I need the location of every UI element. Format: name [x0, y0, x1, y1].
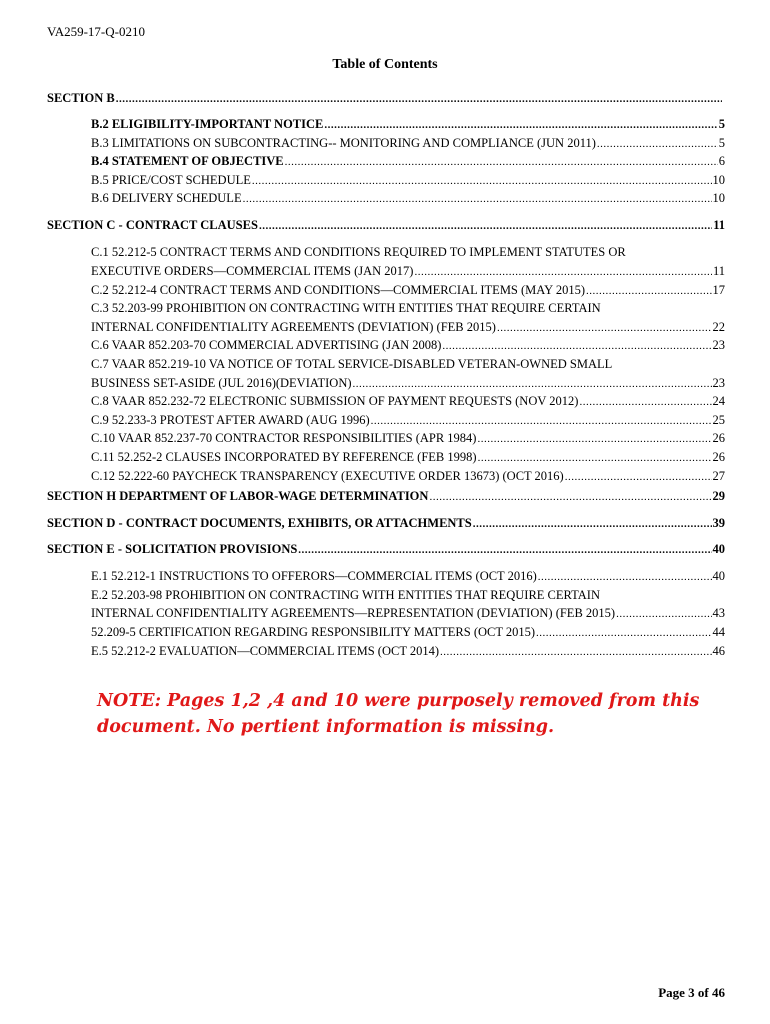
toc-label: C.12 52.222-60 PAYCHECK TRANSPARENCY (EXECUTIVE ORDER 13673) (OCT 2016) — [91, 469, 564, 483]
dot-leader — [429, 489, 711, 505]
toc-entry-c3[interactable] — [91, 319, 725, 336]
toc-entry-section-b[interactable] — [47, 90, 723, 107]
toc-entry-e2[interactable] — [91, 605, 725, 622]
dot-leader — [116, 91, 722, 107]
toc-page: 40 — [712, 542, 725, 556]
toc-entry-section-e[interactable] — [47, 541, 725, 558]
toc-label: 52.209-5 CERTIFICATION REGARDING RESPONSIBILITY MATTERS (OCT 2015) — [91, 625, 536, 639]
toc-label: B.4 STATEMENT OF OBJECTIVE — [91, 154, 284, 168]
toc-entry-b5[interactable] — [91, 172, 725, 189]
toc-label: INTERNAL CONFIDENTIALITY AGREEMENTS (DEVIATION) (FEB 2015) — [91, 320, 496, 334]
removed-pages-note — [97, 688, 699, 740]
dot-leader — [353, 376, 712, 392]
toc-label: SECTION H DEPARTMENT OF LABOR-WAGE DETERMINATION — [47, 489, 429, 503]
toc-label: B.6 DELIVERY SCHEDULE — [91, 191, 242, 205]
toc-page: 22 — [712, 320, 725, 334]
toc-page: 10 — [712, 173, 725, 187]
toc-label: EXECUTIVE ORDERS—COMMERCIAL ITEMS (JAN 2017) — [91, 264, 414, 278]
toc-label: BUSINESS SET-ASIDE (JUL 2016)(DEVIATION) — [91, 376, 352, 390]
toc-label: E.5 52.212-2 EVALUATION—COMMERCIAL ITEMS (OCT 2014) — [91, 644, 440, 658]
toc-entry-e5[interactable] — [91, 643, 725, 660]
note-line-2: document. No pertient information is missing. — [97, 717, 555, 737]
toc-page: 17 — [712, 283, 725, 297]
page-number: Page 3 of 46 — [658, 985, 725, 1000]
dot-leader — [440, 644, 711, 660]
toc-label: C.6 VAAR 852.203-70 COMMERCIAL ADVERTISING (JAN 2008) — [91, 338, 442, 352]
toc-page: 44 — [712, 625, 725, 639]
toc-label: SECTION E - SOLICITATION PROVISIONS — [47, 542, 298, 556]
toc-entry-c10[interactable] — [91, 430, 725, 447]
dot-leader — [414, 264, 712, 280]
toc-entry-c3-line1[interactable]: C.3 52.203-99 PROHIBITION ON CONTRACTING WITH ENTITIES THAT REQUIRE CERTAIN — [91, 301, 601, 315]
dot-leader — [477, 431, 711, 447]
toc-page: 6 — [718, 154, 725, 168]
toc-page: 25 — [712, 413, 725, 427]
dot-leader — [536, 625, 711, 641]
toc-label: B.3 LIMITATIONS ON SUBCONTRACTING-- MONITORING AND COMPLIANCE (JUN 2011) — [91, 136, 596, 150]
toc-entry-c2[interactable] — [91, 282, 725, 299]
toc-entry-e1[interactable] — [91, 568, 725, 585]
toc-page: 40 — [712, 569, 725, 583]
toc-page: 24 — [712, 394, 725, 408]
toc-entry-c1-line1[interactable]: C.1 52.212-5 CONTRACT TERMS AND CONDITIONS REQUIRED TO IMPLEMENT STATUTES OR — [91, 245, 626, 259]
toc-label: C.9 52.233-3 PROTEST AFTER AWARD (AUG 1996) — [91, 413, 370, 427]
toc-page: 26 — [712, 450, 725, 464]
dot-leader — [597, 136, 718, 152]
toc-entry-b4[interactable] — [91, 153, 725, 170]
toc-entry-c12[interactable] — [91, 468, 725, 485]
document-id: VA259-17-Q-0210 — [47, 24, 145, 39]
toc-entry-c1[interactable] — [91, 263, 725, 280]
toc-page: 23 — [712, 338, 725, 352]
toc-page: 5 — [718, 117, 725, 131]
toc-label: E.1 52.212-1 INSTRUCTIONS TO OFFERORS—COMMERCIAL ITEMS (OCT 2016) — [91, 569, 537, 583]
toc-label: C.2 52.212-4 CONTRACT TERMS AND CONDITIONS—COMMERCIAL ITEMS (MAY 2015) — [91, 283, 586, 297]
toc-label: C.8 VAAR 852.232-72 ELECTRONIC SUBMISSION OF PAYMENT REQUESTS (NOV 2012) — [91, 394, 579, 408]
toc-entry-c9[interactable] — [91, 412, 725, 429]
toc-page: 11 — [712, 264, 725, 278]
toc-page: 26 — [712, 431, 725, 445]
toc-entry-c6[interactable] — [91, 337, 725, 354]
toc-page: 39 — [712, 516, 725, 530]
dot-leader — [285, 154, 718, 170]
toc-page: 10 — [712, 191, 725, 205]
toc-page: 27 — [712, 469, 725, 483]
toc-page: 43 — [712, 606, 725, 620]
dot-leader — [252, 173, 712, 189]
toc-entry-section-c[interactable] — [47, 217, 725, 234]
toc-page: 5 — [718, 136, 725, 150]
toc-entry-c7-line1[interactable]: C.7 VAAR 852.219-10 VA NOTICE OF TOTAL SERVICE-DISABLED VETERAN-OWNED SMALL — [91, 357, 613, 371]
dot-leader — [478, 450, 712, 466]
dot-leader — [442, 338, 711, 354]
toc-entry-b6[interactable] — [91, 190, 725, 207]
toc-entry-c11[interactable] — [91, 449, 725, 466]
toc-entry-section-h[interactable] — [47, 488, 725, 505]
toc-entry-c8[interactable] — [91, 393, 725, 410]
toc-label: SECTION D - CONTRACT DOCUMENTS, EXHIBITS, OR ATTACHMENTS — [47, 516, 472, 530]
toc-entry-52-209-5[interactable] — [91, 624, 725, 641]
toc-label: INTERNAL CONFIDENTIALITY AGREEMENTS—REPRESENTATION (DEVIATION) (FEB 2015) — [91, 606, 616, 620]
dot-leader — [259, 218, 712, 234]
toc-page: 29 — [712, 489, 725, 503]
dot-leader — [538, 569, 712, 585]
dot-leader — [497, 320, 712, 336]
toc-label: SECTION B — [47, 91, 115, 105]
dot-leader — [298, 542, 711, 558]
toc-label: C.10 VAAR 852.237-70 CONTRACTOR RESPONSIBILITIES (APR 1984) — [91, 431, 477, 445]
toc-page: 46 — [712, 644, 725, 658]
toc-entry-b2[interactable] — [91, 116, 725, 133]
dot-leader — [579, 394, 711, 410]
note-line-1: NOTE: Pages 1,2 ,4 and 10 were purposely removed from this — [97, 691, 700, 711]
page-title: Table of Contents — [332, 57, 438, 72]
dot-leader — [586, 283, 711, 299]
dot-leader — [565, 469, 712, 485]
dot-leader — [616, 606, 711, 622]
dot-leader — [371, 413, 712, 429]
dot-leader — [324, 117, 717, 133]
dot-leader — [243, 191, 712, 207]
toc-page: 11 — [713, 218, 725, 232]
toc-page: 23 — [712, 376, 725, 390]
toc-entry-b3[interactable] — [91, 135, 725, 152]
toc-label: B.5 PRICE/COST SCHEDULE — [91, 173, 251, 187]
toc-label: C.11 52.252-2 CLAUSES INCORPORATED BY REFERENCE (FEB 1998) — [91, 450, 477, 464]
toc-entry-e2-line1[interactable]: E.2 52.203-98 PROHIBITION ON CONTRACTING WITH ENTITIES THAT REQUIRE CERTAIN — [91, 588, 600, 602]
dot-leader — [473, 516, 712, 532]
toc-entry-c7[interactable] — [91, 375, 725, 392]
toc-label: SECTION C - CONTRACT CLAUSES — [47, 218, 258, 232]
toc-label: B.2 ELIGIBILITY-IMPORTANT NOTICE — [91, 117, 324, 131]
toc-entry-section-d[interactable] — [47, 515, 725, 532]
